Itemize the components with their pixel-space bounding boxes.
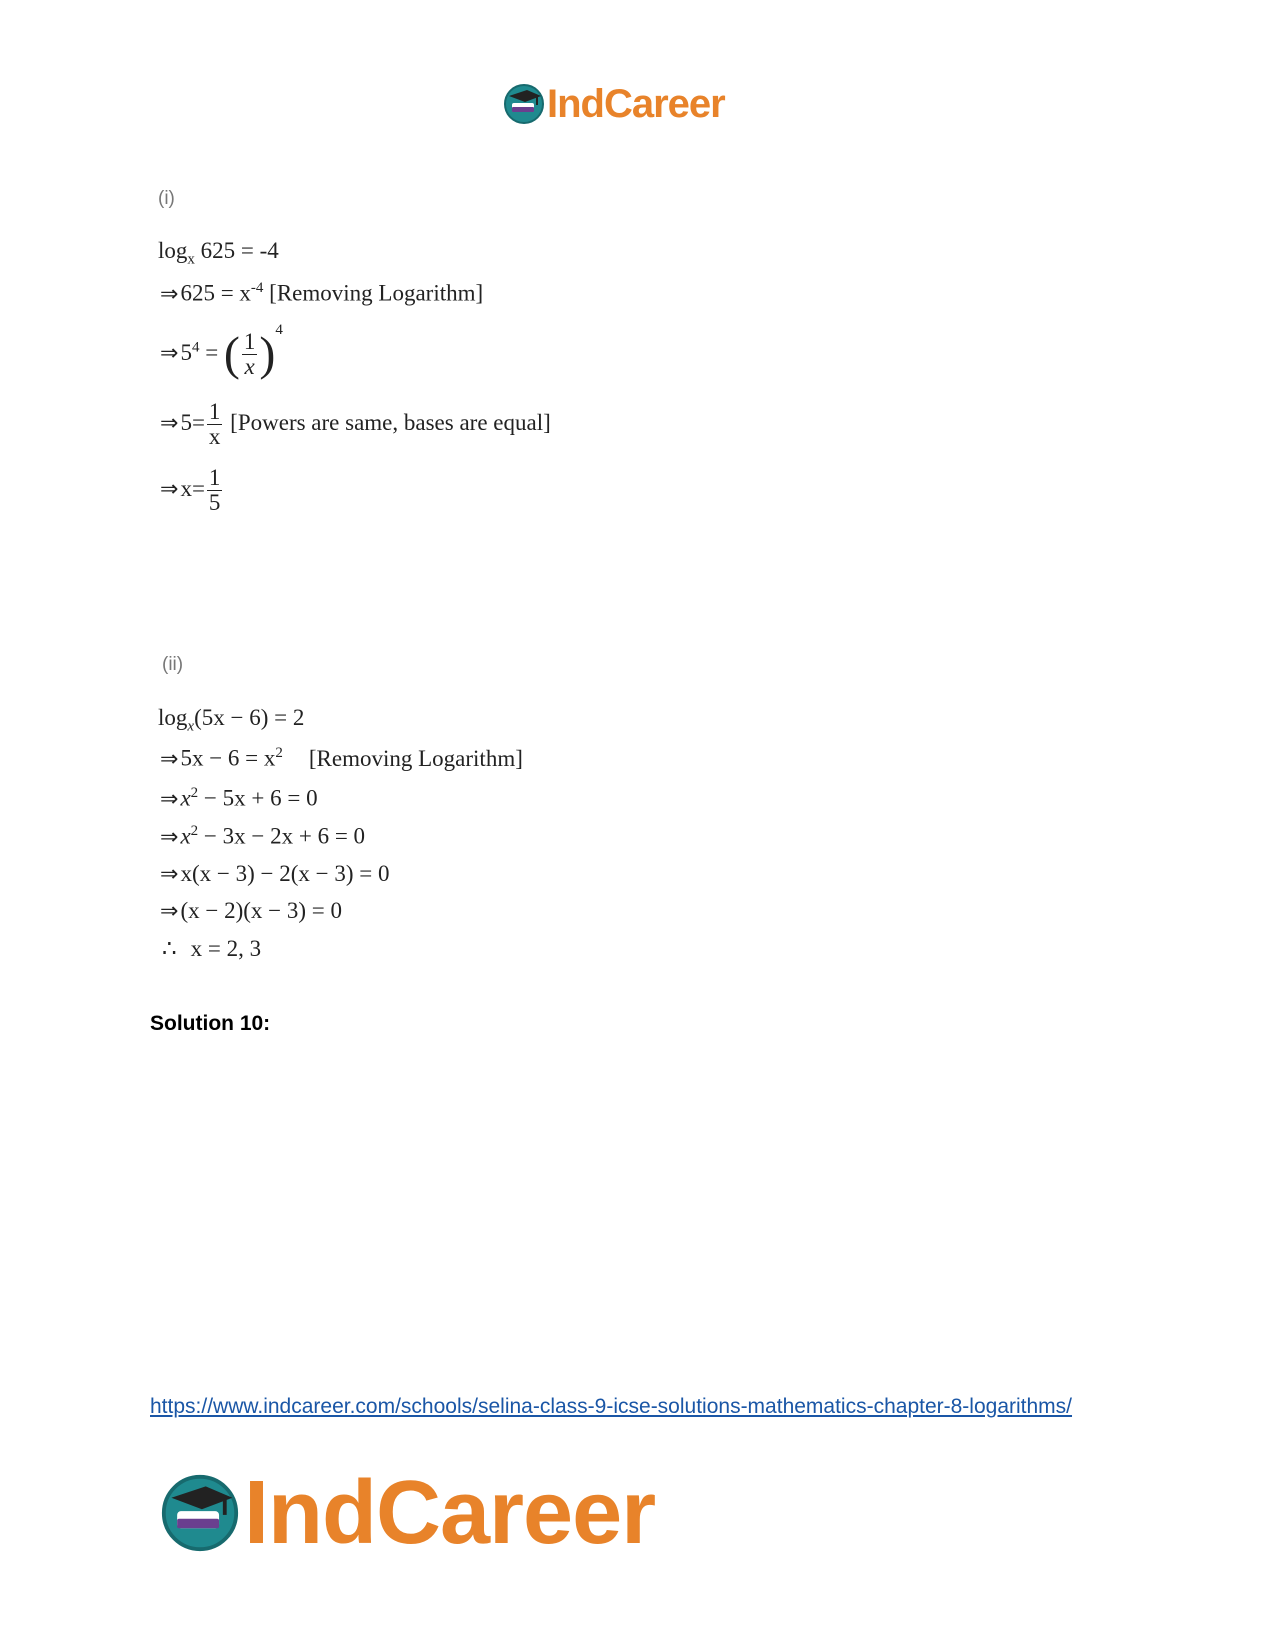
brand-name: IndCareer (547, 81, 725, 126)
equation-line: $\Rightarrow 5^4$ = ( $\frac{1}{x}$ )$^4$ (160, 322, 283, 381)
source-url-link[interactable]: https://www.indcareer.com/schools/selina-class-9-icse-solutions-mathematics-chapter-8-logarithms/ (150, 1395, 1073, 1418)
equation-line: ⇒x(x − 3) − 2(x − 3) = 0 (160, 861, 390, 887)
equation-line: $\Rightarrow x^2 - 5x + 6 = 0$ (160, 785, 318, 812)
graduation-cap-book-globe-icon (503, 83, 545, 125)
equation-line: ⇒5x − $6 = x^2$ [Removing Logarithm] (160, 745, 523, 772)
header-logo (503, 80, 725, 128)
part-ii-label: (ii) (162, 654, 184, 675)
brand-name: IndCareer (244, 1463, 656, 1563)
equation-line: $\log_x 625 = -4$ (158, 238, 279, 268)
equation-line: ∴ x = 2, 3 (162, 936, 262, 961)
equation-line: ⇒5= $\frac{1}{x}$ [Powers are same, bases are equal] (160, 399, 551, 450)
equation-line: ⇒625 = $x^{-4}$ [Removing Logarithm] (160, 280, 484, 307)
solution-heading: Solution 10: (150, 1012, 271, 1035)
equation-line: ⇒x= $\frac{1}{5}$ (160, 465, 221, 516)
equation-line: $\Rightarrow x^2 - 3x - 2x + 6 = 0$ (160, 823, 366, 850)
equation-line: ⇒(x − 2)(x − 3) = 0 (160, 898, 342, 924)
part-i-label: (i) (158, 188, 175, 209)
footer-logo (160, 1463, 656, 1563)
graduation-cap-book-globe-icon (160, 1473, 240, 1553)
equation-line: $\log_x(5x - 6) = 2$ (158, 705, 305, 735)
